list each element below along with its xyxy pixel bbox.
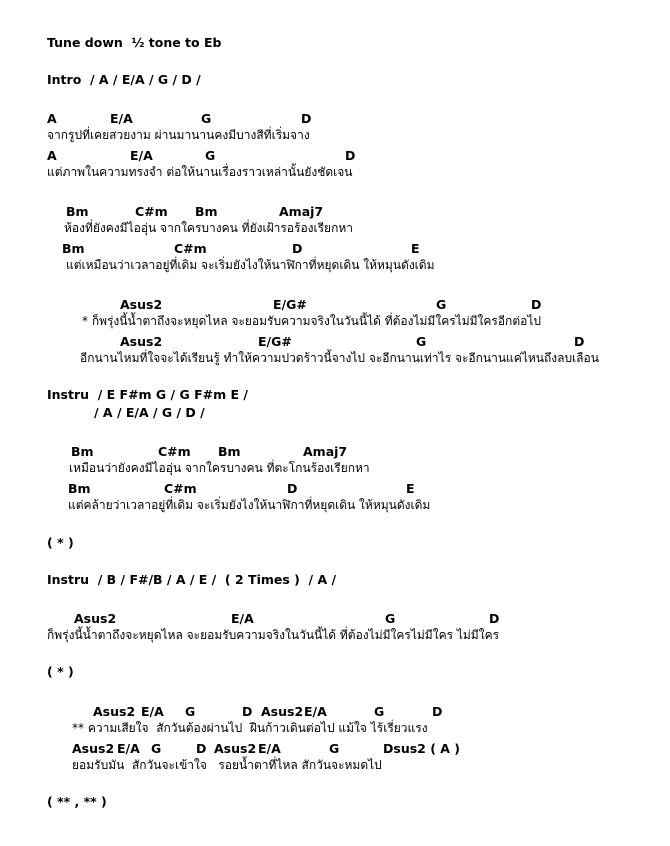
chord: E [406, 481, 415, 496]
intro-line: Intro / A / E/A / G / D / [47, 72, 201, 87]
chord: Asus2 [214, 741, 257, 756]
chord: Dsus2 ( A ) [383, 741, 461, 756]
chord: Asus2 [74, 611, 117, 626]
chord: Bm [218, 444, 241, 459]
chord: G [385, 611, 396, 626]
chord: Bm [71, 444, 94, 459]
chord: Asus2 [120, 297, 163, 312]
chord: Asus2 [93, 704, 136, 719]
lyric-line: อีกนานไหมที่ใจจะได้เรียนรู้ ทำให้ความปวดร้าวนี้จางไป จะอีกนานเท่าไร จะอีกนานแค่ไหนถึงลบเลือน [80, 351, 599, 365]
chord: G [416, 334, 427, 349]
lyric-line: แต่ภาพในความทรงจำ ต่อให้นานเรื่องราวเหล่านั้นยังชัดเจน [47, 165, 353, 179]
chord: G [205, 148, 216, 163]
lyric-line: จากรูปที่เคยสวยงาม ผ่านมานานคงมีบางสีที่เริ่มจาง [47, 128, 310, 142]
chord: E/G# [258, 334, 292, 349]
lyric-line: ห้องที่ยังคงมีไออุ่น จากใครบางคน ที่ยังเฝ้ารอร้องเรียกหา [64, 221, 353, 235]
chord: Asus2 [261, 704, 304, 719]
chord: D [489, 611, 500, 626]
chord: E [411, 241, 420, 256]
repeat-outro-marker: ( ** , ** ) [47, 794, 107, 809]
lyric-line: แต่คล้ายว่าเวลาอยู่ที่เดิม จะเริ่มยังไงให้นาฬิกาที่หยุดเดิน ให้หมุนดังเดิม [68, 498, 431, 512]
instrumental-line: / A / E/A / G / D / [94, 405, 205, 420]
chord: D [345, 148, 356, 163]
chord: Asus2 [120, 334, 163, 349]
chord: Amaj7 [279, 204, 324, 219]
chord: E/A [304, 704, 327, 719]
chord: D [196, 741, 207, 756]
chord: E/A [130, 148, 153, 163]
chord: C#m [158, 444, 191, 459]
chord: G [201, 111, 212, 126]
chord: G [329, 741, 340, 756]
instrumental-line: Instru / E F#m G / G F#m E / [47, 387, 248, 402]
chord: C#m [174, 241, 207, 256]
chord: E/A [110, 111, 133, 126]
chord: Bm [195, 204, 218, 219]
lyric-line: ก็พรุ่งนี้น้ำตาถึงจะหยุดไหล จะยอมรับความจริงในวันนี้ได้ ที่ต้องไม่มีใครไม่มีใคร ไม่มีใคร [47, 628, 500, 642]
instrumental-line: Instru / B / F#/B / A / E / ( 2 Times ) / A / [47, 572, 337, 587]
lyric-line: ** ความเสียใจ สักวันต้องผ่านไป ฝืนก้าวเดินต่อไป แม้ใจ ไร้เรี่ยวแรง [72, 721, 428, 735]
chord: A [47, 111, 57, 126]
chord: G [436, 297, 447, 312]
chord: E/A [231, 611, 254, 626]
tuning-note: Tune down ½ tone to Eb [47, 35, 222, 50]
chord: C#m [135, 204, 168, 219]
repeat-chorus-marker: ( * ) [47, 664, 74, 679]
chord: D [574, 334, 585, 349]
chord: C#m [164, 481, 197, 496]
chord: D [287, 481, 298, 496]
chord: E/A [117, 741, 140, 756]
chord: D [301, 111, 312, 126]
chord: Bm [66, 204, 89, 219]
chord: Bm [62, 241, 85, 256]
chord: D [292, 241, 303, 256]
chord: E/A [141, 704, 164, 719]
chord: A [47, 148, 57, 163]
chord: G [151, 741, 162, 756]
chord: Amaj7 [303, 444, 348, 459]
chord: D [531, 297, 542, 312]
lyric-line: เหมือนว่ายังคงมีไออุ่น จากใครบางคน ที่ตะโกนร้องเรียกหา [69, 461, 370, 475]
chord: Bm [68, 481, 91, 496]
lyric-line: ยอมรับมัน สักวันจะเข้าใจ รอยน้ำตาที่ไหล สักวันจะหมดไป [72, 758, 382, 772]
chord: G [185, 704, 196, 719]
chord: E/G# [273, 297, 307, 312]
chord: D [242, 704, 253, 719]
lyric-line: แต่เหมือนว่าเวลาอยู่ที่เดิม จะเริ่มยังไงให้นาฬิกาที่หยุดเดิน ให้หมุนดังเดิม [66, 258, 435, 272]
chord: D [432, 704, 443, 719]
lyric-line: * ก็พรุ่งนี้น้ำตาถึงจะหยุดไหล จะยอมรับความจริงในวันนี้ได้ ที่ต้องไม่มีใครไม่มีใครอีกต่อไป [82, 314, 541, 328]
repeat-chorus-marker: ( * ) [47, 535, 74, 550]
chord: G [374, 704, 385, 719]
chord: Asus2 [72, 741, 115, 756]
chord: E/A [258, 741, 281, 756]
